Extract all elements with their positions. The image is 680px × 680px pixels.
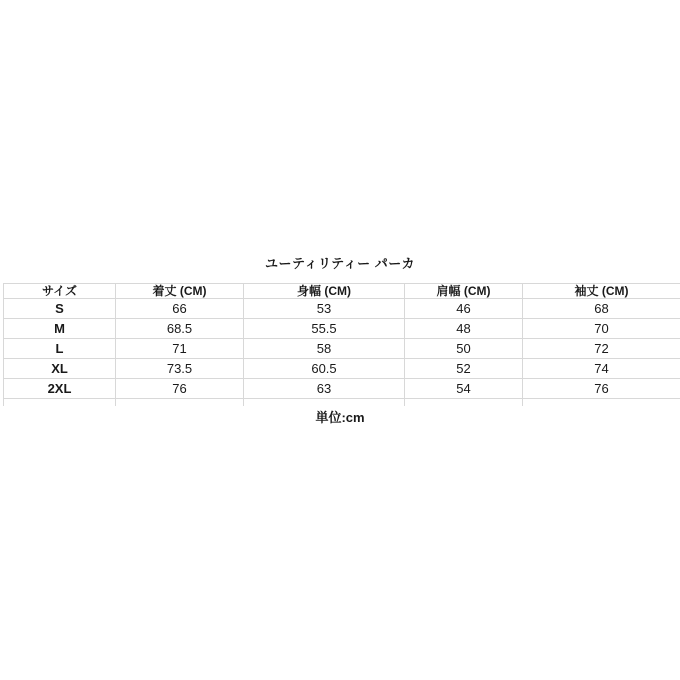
measurement-cell: 60.5 — [244, 359, 405, 379]
measurement-cell: 73.5 — [116, 359, 244, 379]
measurement-cell: 48 — [405, 319, 523, 339]
column-header-size: サイズ — [4, 284, 116, 299]
measurement-cell: 50 — [405, 339, 523, 359]
measurement-cell: 63 — [244, 379, 405, 399]
size-chart — [0, 255, 680, 426]
measurement-cell: 68.5 — [116, 319, 244, 339]
table-row — [4, 299, 680, 319]
measurement-cell: 54 — [405, 379, 523, 399]
measurement-cell: 58 — [244, 339, 405, 359]
column-header-body-length: 着丈 (CM) — [116, 284, 244, 299]
size-cell: L — [4, 339, 116, 359]
stub-cell — [523, 399, 680, 407]
measurement-cell: 52 — [405, 359, 523, 379]
stub-cell — [4, 399, 116, 407]
table-row — [4, 319, 680, 339]
measurement-cell: 70 — [523, 319, 680, 339]
table-stub-row — [4, 399, 680, 407]
column-header-body-width: 身幅 (CM) — [244, 284, 405, 299]
table-row — [4, 339, 680, 359]
unit-note: 単位:cm — [315, 410, 365, 425]
product-title: ユーティリティー パーカ — [264, 256, 415, 271]
table-row — [4, 359, 680, 379]
size-table — [3, 283, 680, 406]
measurement-cell: 76 — [116, 379, 244, 399]
measurement-cell: 72 — [523, 339, 680, 359]
measurement-cell: 55.5 — [244, 319, 405, 339]
column-header-sleeve-length: 袖丈 (CM) — [523, 284, 680, 299]
measurement-cell: 46 — [405, 299, 523, 319]
stub-cell — [405, 399, 523, 407]
header-row — [4, 284, 680, 299]
size-cell: XL — [4, 359, 116, 379]
measurement-cell: 53 — [244, 299, 405, 319]
size-cell: S — [4, 299, 116, 319]
measurement-cell: 71 — [116, 339, 244, 359]
size-cell: 2XL — [4, 379, 116, 399]
measurement-cell: 66 — [116, 299, 244, 319]
table-row — [4, 379, 680, 399]
measurement-cell: 74 — [523, 359, 680, 379]
measurement-cell: 76 — [523, 379, 680, 399]
measurement-cell: 68 — [523, 299, 680, 319]
stub-cell — [244, 399, 405, 407]
size-cell: M — [4, 319, 116, 339]
column-header-shoulder-width: 肩幅 (CM) — [405, 284, 523, 299]
stub-cell — [116, 399, 244, 407]
